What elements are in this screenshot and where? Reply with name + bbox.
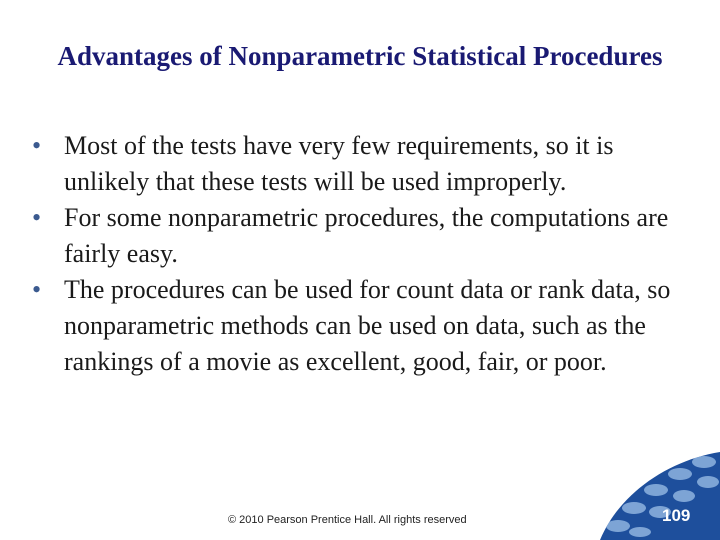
bullet-item — [28, 272, 698, 380]
bullet-marker: • — [32, 275, 42, 304]
bullet-text: For some nonparametric procedures, the computations are fairly easy. — [64, 203, 669, 268]
bullet-list — [28, 128, 698, 380]
page-number: 109 — [662, 506, 691, 525]
bullet-marker: • — [32, 131, 42, 160]
bullet-text: The procedures can be used for count data or rank data, so nonparametric methods can be used on data, such as the rankings of a movie as excellent, good, fair, or poor. — [64, 275, 671, 376]
bullet-text: Most of the tests have very few requirements, so it is unlikely that these tests will be used improperly. — [64, 131, 614, 196]
corner-decoration — [600, 452, 720, 540]
bullet-item — [28, 200, 698, 272]
slide-title: Advantages of Nonparametric Statistical Procedures — [57, 41, 663, 71]
bullet-marker: • — [32, 203, 42, 232]
bullet-item — [28, 128, 698, 200]
copyright-notice: © 2010 Pearson Prentice Hall. All rights reserved — [228, 514, 467, 526]
